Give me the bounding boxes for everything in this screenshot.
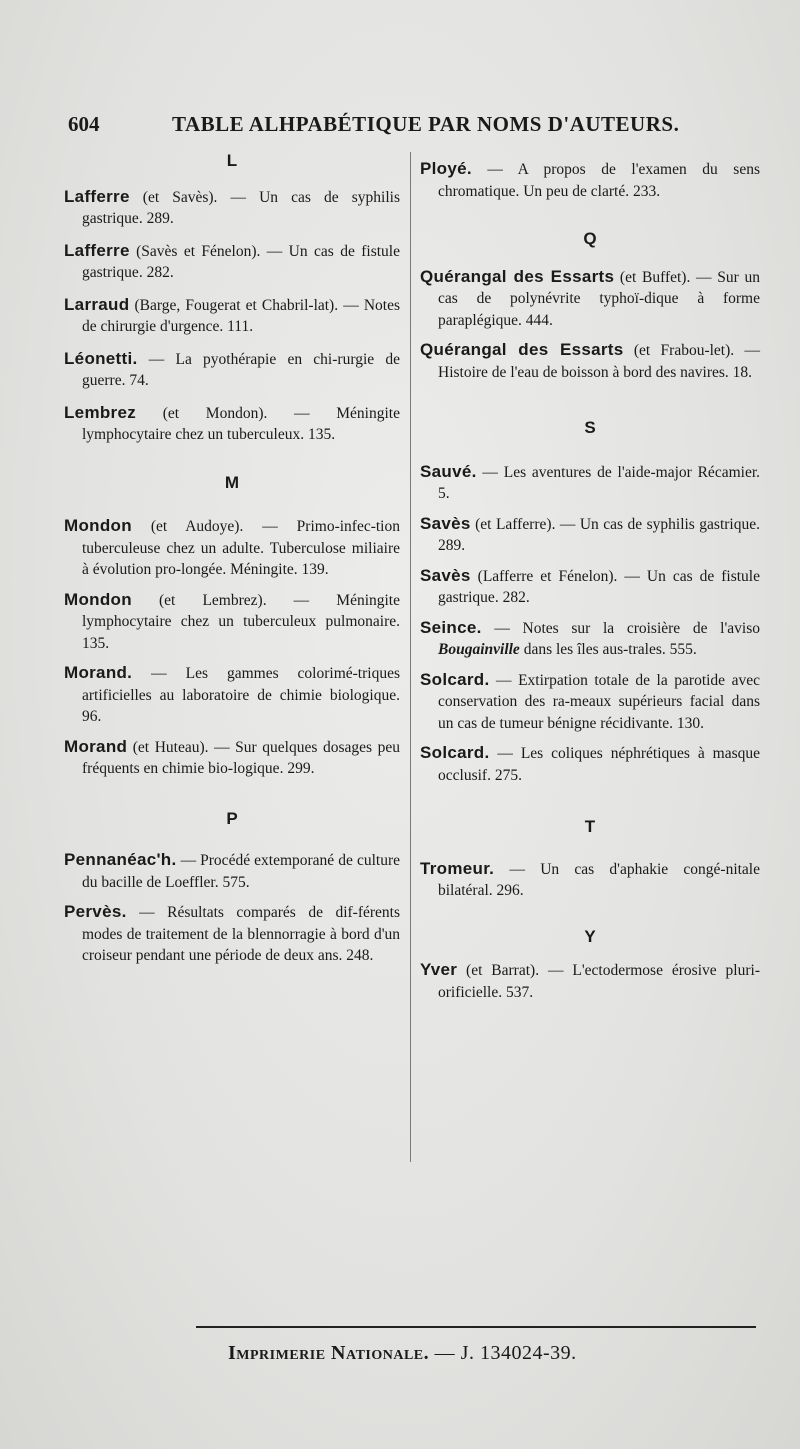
index-entry — [420, 669, 760, 735]
page-number: 604 — [68, 112, 100, 136]
entry-author: Tromeur. — [420, 858, 495, 878]
entry-text: — Les coliques néphrétiques à masque occlusif. 275. — [438, 745, 760, 784]
entry-text: (et Lembrez). — Méningite lymphocytaire chez un tuberculeux pulmonaire. 135. — [82, 591, 400, 652]
section-letter-q: Q — [583, 229, 597, 248]
entry-author: Morand. — [64, 663, 133, 682]
entry-text: — Un cas d'aphakie congé-nitale bilatéral. 296. — [438, 860, 760, 899]
index-entry — [64, 348, 400, 392]
entry-text: (Lafferre et Fénelon). — Un cas de fistule gastrique. 282. — [438, 567, 760, 606]
entry-author: Léonetti. — [64, 348, 138, 368]
entry-author: Pennanéac'h. — [64, 850, 177, 869]
entry-author: Pervès. — [64, 902, 127, 921]
section-letter-m: M — [224, 472, 240, 492]
entry-text: (et Lafferre). — Un cas de syphilis gastrique. 289. — [438, 515, 760, 554]
entry-author: Lafferre — [64, 240, 130, 260]
index-entry — [64, 515, 400, 581]
entry-author: Solcard. — [420, 743, 490, 762]
section-letter-p: P — [226, 808, 238, 828]
entry-author: Quérangal des Essarts — [420, 266, 615, 286]
index-entry — [420, 959, 760, 1003]
entry-author: Quérangal des Essarts — [420, 340, 624, 359]
entry-text: (et Audoye). — Primo-infec-tion tuberculeuse chez un adulte. Tuberculose miliaire à évolution pro-longée. Méningite. 139. — [82, 518, 400, 578]
index-entry — [64, 294, 400, 338]
entry-author: Savès — [420, 565, 471, 585]
entry-ship-name: Bougainville — [438, 641, 520, 658]
index-entry — [420, 513, 760, 557]
entry-author: Lafferre — [64, 186, 130, 206]
index-entry — [64, 589, 400, 655]
entry-text: (et Huteau). — Sur quelques dosages peu fréquents en chimie bio-logique. 299. — [82, 738, 400, 777]
index-entry — [420, 461, 760, 505]
entry-text: (et Barrat). — L'ectodermose érosive pluri-orificielle. 537. — [438, 962, 760, 1001]
entry-author: Savès — [420, 513, 471, 533]
entry-text: (et Buffet). — Sur un cas de polynévrite typhoï-dique à forme paraplégique. 444. — [438, 268, 760, 329]
entry-author: Seince. — [420, 617, 482, 637]
entry-text: — La pyothérapie en chi-rurgie de guerre. 74. — [82, 350, 400, 389]
index-entry — [420, 266, 760, 332]
index-entry — [420, 565, 760, 609]
imprint-name: Imprimerie Nationale. — [228, 1342, 430, 1364]
entry-text: — Procédé extemporané de culture du bacille de Loeffler. 575. — [82, 852, 400, 891]
printer-imprint — [228, 1342, 577, 1365]
section-letter-t: T — [584, 817, 596, 836]
index-entry — [64, 662, 400, 728]
index-entry — [64, 849, 400, 893]
index-entry — [420, 339, 760, 383]
entry-text: — Les aventures de l'aide-major Récamier. 5. — [438, 463, 760, 502]
entry-author: Lembrez — [64, 402, 137, 422]
column-divider — [410, 152, 411, 1162]
index-entry — [64, 901, 400, 967]
entry-text: — Les gammes colorimé-triques artificielles au laboratoire de chimie biologique. 96. — [82, 665, 400, 725]
section-letter-s: S — [584, 418, 596, 437]
entry-text: (Barge, Fougerat et Chabril-lat). — Notes de chirurgie d'urgence. 111. — [82, 296, 400, 335]
index-entry — [64, 240, 400, 284]
entry-author: Morand — [64, 736, 128, 756]
entry-text: — Résultats comparés de dif-férents modes de traitement de la blennorragie à bord d'un croiseur pendant une période de deux ans. 248. — [82, 904, 400, 964]
entry-text: — A propos de l'examen du sens chromatique. Un peu de clarté. 233. — [438, 161, 760, 200]
imprint-code: — J. 134024-39. — [429, 1342, 577, 1364]
entry-author: Larraud — [64, 294, 130, 314]
page-title: TABLE ALHPABÉTIQUE PAR NOMS D'AUTEURS. — [172, 112, 680, 136]
entry-author: Yver — [420, 960, 458, 979]
entry-author: Ployé. — [420, 159, 472, 178]
index-entry — [64, 736, 400, 780]
entry-text: (et Savès). — Un cas de syphilis gastrique. 289. — [82, 188, 400, 227]
entry-text: (Savès et Fénelon). — Un cas de fistule gastrique. 282. — [82, 242, 400, 281]
index-entry — [420, 617, 760, 661]
index-entry — [64, 186, 400, 230]
entry-author: Sauvé. — [420, 461, 477, 481]
section-letter-y: Y — [584, 926, 596, 946]
section-letter-l: L — [226, 151, 238, 170]
entry-text: dans les îles aus-trales. 555. — [519, 641, 697, 658]
index-entry — [420, 742, 760, 786]
footer-rule — [196, 1326, 756, 1328]
entry-text: (et Mondon). — Méningite lymphocytaire chez un tuberculeux. 135. — [82, 404, 400, 443]
page-header — [68, 112, 760, 146]
entry-author: Mondon — [64, 516, 132, 535]
entry-text: — Extirpation totale de la parotide avec conservation des ra-meaux supérieurs facial dans un cas de tumeur bénigne récidivante. 130. — [438, 671, 760, 732]
index-entry — [64, 402, 400, 446]
index-entry — [420, 858, 760, 902]
left-column — [64, 150, 400, 967]
entry-author: Mondon — [64, 589, 132, 609]
entry-text: (et Frabou-let). — Histoire de l'eau de boisson à bord des navires. 18. — [438, 342, 760, 381]
right-column — [420, 150, 760, 1003]
index-entry — [420, 158, 760, 202]
entry-author: Solcard. — [420, 669, 490, 689]
entry-text: — Notes sur la croisière de l'aviso — [481, 619, 760, 637]
